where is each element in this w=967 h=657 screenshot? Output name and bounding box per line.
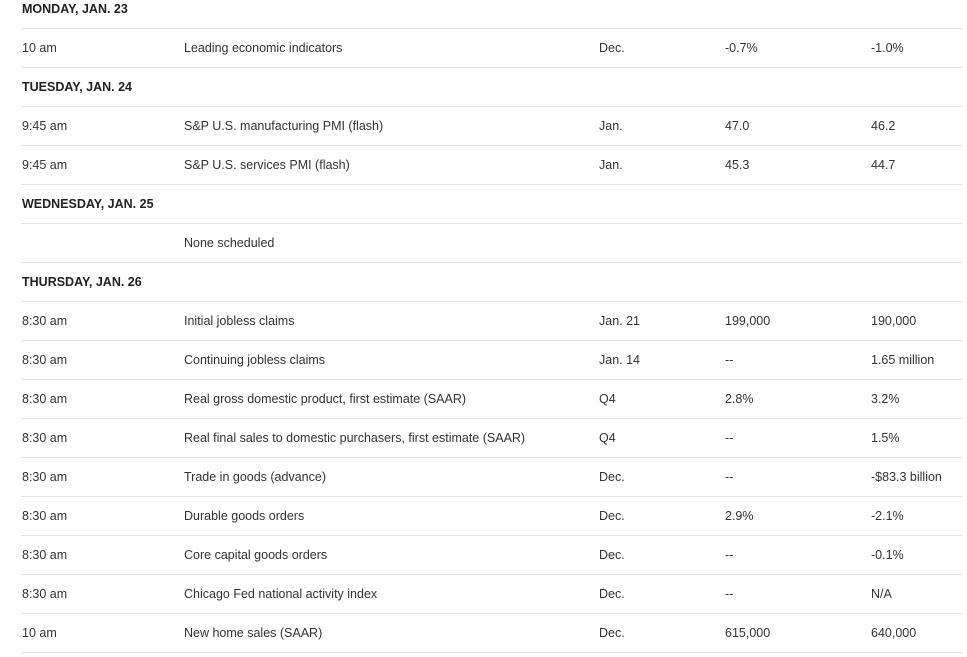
event-time: 8:30 am <box>22 508 68 523</box>
event-time: 9:45 am <box>22 118 68 133</box>
event-time: 8:30 am <box>22 430 68 445</box>
event-forecast: 190,000 <box>871 313 917 328</box>
table-row <box>21 419 962 458</box>
event-actual: 2.9% <box>725 508 754 523</box>
event-report: Core capital goods orders <box>184 547 328 562</box>
economic-calendar <box>21 0 962 653</box>
table-row <box>21 224 962 263</box>
event-period: Dec. <box>599 508 625 523</box>
table-row <box>21 29 962 68</box>
table-row <box>21 107 962 146</box>
day-header-tuesday <box>21 68 962 107</box>
event-forecast: -$83.3 billion <box>871 469 942 484</box>
event-forecast: -2.1% <box>871 508 904 523</box>
event-period: Jan. 21 <box>599 313 641 328</box>
event-report: Initial jobless claims <box>184 313 295 328</box>
event-actual: -- <box>725 352 734 367</box>
day-header-thursday <box>21 263 962 302</box>
table-row <box>21 380 962 419</box>
event-report: Leading economic indicators <box>184 40 343 55</box>
day-label: MONDAY, JAN. 23 <box>22 2 128 16</box>
event-time: 8:30 am <box>22 391 68 406</box>
event-period: Q4 <box>599 391 616 406</box>
event-period: Jan. <box>599 157 623 172</box>
table-row <box>21 536 962 575</box>
event-report: S&P U.S. manufacturing PMI (flash) <box>184 118 384 133</box>
event-actual: -- <box>725 586 734 601</box>
event-period: Q4 <box>599 430 616 445</box>
event-forecast: 1.5% <box>871 430 900 445</box>
event-actual: -- <box>725 547 734 562</box>
event-period: Dec. <box>599 469 625 484</box>
table-row <box>21 575 962 614</box>
event-forecast: 46.2 <box>871 118 896 133</box>
event-time: 10 am <box>22 625 57 640</box>
event-actual: -- <box>725 469 734 484</box>
event-actual: -0.7% <box>725 40 758 55</box>
event-forecast: -1.0% <box>871 40 904 55</box>
day-label: WEDNESDAY, JAN. 25 <box>22 196 154 211</box>
event-report: Trade in goods (advance) <box>184 469 326 484</box>
table-row <box>21 341 962 380</box>
table-row <box>21 302 962 341</box>
event-period: Jan. 14 <box>599 352 641 367</box>
event-actual: 2.8% <box>725 391 754 406</box>
event-actual: 615,000 <box>725 625 771 640</box>
event-actual: -- <box>725 430 734 445</box>
event-report: Durable goods orders <box>184 508 305 523</box>
event-period: Dec. <box>599 586 625 601</box>
event-period: Dec. <box>599 40 625 55</box>
event-time: 8:30 am <box>22 352 68 367</box>
event-report: Real final sales to domestic purchasers, first estimate (SAAR) <box>184 430 526 445</box>
event-forecast: 640,000 <box>871 625 917 640</box>
event-forecast: 1.65 million <box>871 352 935 367</box>
table-row <box>21 458 962 497</box>
event-report: Continuing jobless claims <box>184 352 326 367</box>
day-header-wednesday <box>21 185 962 224</box>
event-forecast: N/A <box>871 586 892 601</box>
event-time: 8:30 am <box>22 586 68 601</box>
event-time: 10 am <box>22 40 57 55</box>
event-actual: 45.3 <box>725 157 750 172</box>
event-report: Chicago Fed national activity index <box>184 586 378 601</box>
event-report: Real gross domestic product, first estimate (SAAR) <box>184 391 467 406</box>
table-row <box>21 497 962 536</box>
event-time: 8:30 am <box>22 313 68 328</box>
event-period: Dec. <box>599 547 625 562</box>
event-forecast: -0.1% <box>871 547 904 562</box>
table-row <box>21 146 962 185</box>
table-row <box>21 614 962 653</box>
event-time: 9:45 am <box>22 157 68 172</box>
event-forecast: 3.2% <box>871 391 900 406</box>
event-period: Dec. <box>599 625 625 640</box>
event-report: None scheduled <box>184 235 275 250</box>
day-header-monday <box>21 0 962 29</box>
day-label: TUESDAY, JAN. 24 <box>22 79 132 94</box>
event-report: S&P U.S. services PMI (flash) <box>184 157 350 172</box>
day-label: THURSDAY, JAN. 26 <box>22 274 142 289</box>
event-forecast: 44.7 <box>871 157 896 172</box>
event-actual: 199,000 <box>725 313 771 328</box>
event-time: 8:30 am <box>22 469 68 484</box>
event-time: 8:30 am <box>22 547 68 562</box>
event-actual: 47.0 <box>725 118 750 133</box>
event-period: Jan. <box>599 118 623 133</box>
event-report: New home sales (SAAR) <box>184 625 323 640</box>
